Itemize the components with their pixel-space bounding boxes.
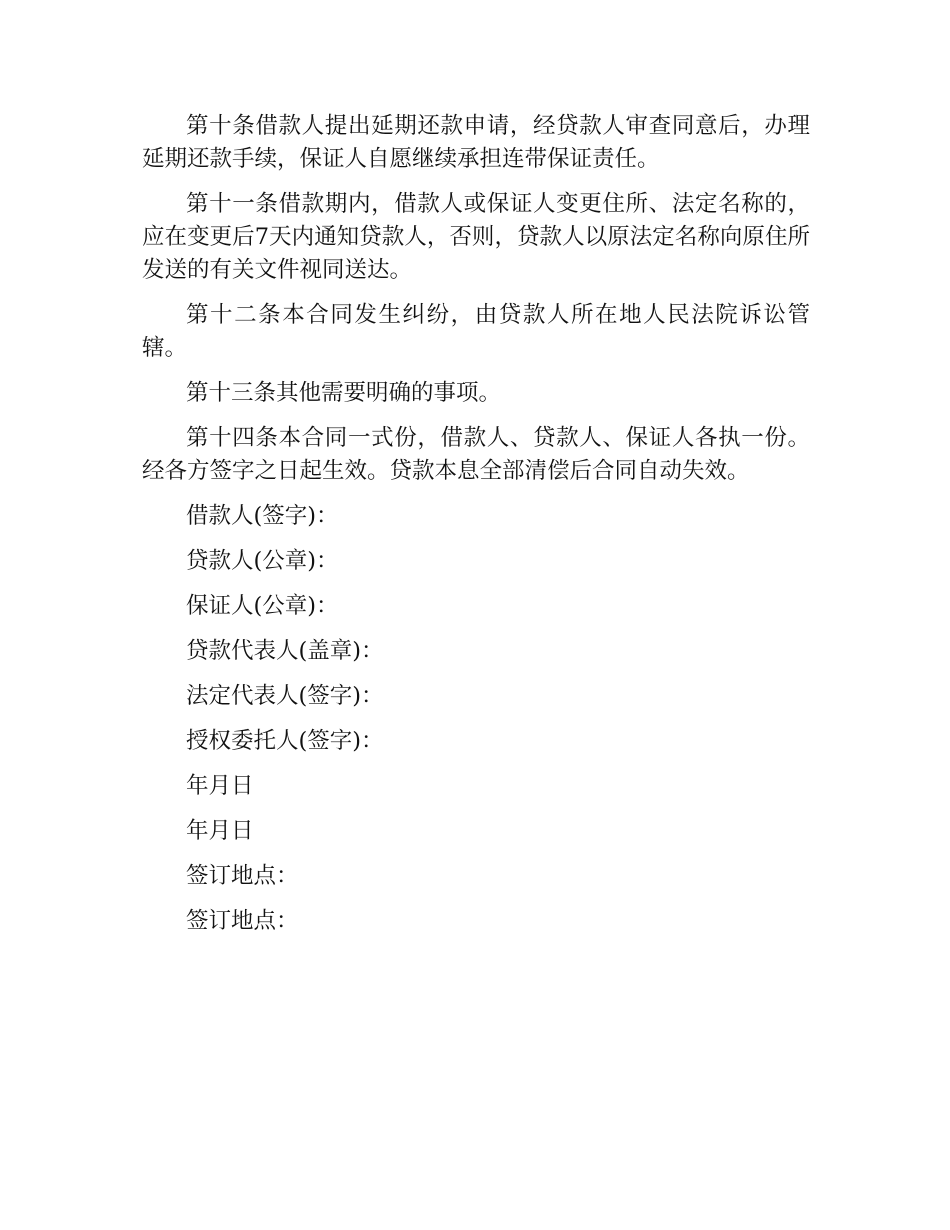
- borrower-signature-line: 借款人(签字)：: [186, 503, 339, 529]
- guarantor-seal-line: 保证人(公章)：: [186, 593, 339, 619]
- article-13-paragraph: 第十三条其他需要明确的事项。: [186, 380, 502, 406]
- article-12-paragraph: 第十二条本合同发生纠纷，由贷款人所在地人民法院诉讼管辖。: [142, 302, 810, 361]
- authorized-agent-signature-line: 授权委托人(签字)：: [186, 728, 384, 754]
- date-line-1: 年月日: [186, 773, 254, 799]
- lender-seal-line: 贷款人(公章)：: [186, 548, 339, 574]
- legal-representative-signature-line: 法定代表人(签字)：: [186, 683, 384, 709]
- signing-place-line-2: 签订地点：: [186, 908, 299, 934]
- article-14-paragraph: 第十四条本合同一式份，借款人、贷款人、保证人各执一份。经各方签字之日起生效。贷款本息全部清偿后合同自动失效。: [142, 425, 810, 484]
- article-11-paragraph: 第十一条借款期内，借款人或保证人变更住所、法定名称的，应在变更后7天内通知贷款人，否则，贷款人以原法定名称向原住所发送的有关文件视同送达。: [142, 191, 810, 283]
- date-line-2: 年月日: [186, 818, 254, 844]
- document-page: [142, 110, 810, 950]
- lender-representative-seal-line: 贷款代表人(盖章)：: [186, 638, 384, 664]
- article-10-paragraph: 第十条借款人提出延期还款申请，经贷款人审查同意后，办理延期还款手续，保证人自愿继续承担连带保证责任。: [142, 113, 810, 172]
- signing-place-line-1: 签订地点：: [186, 863, 299, 889]
